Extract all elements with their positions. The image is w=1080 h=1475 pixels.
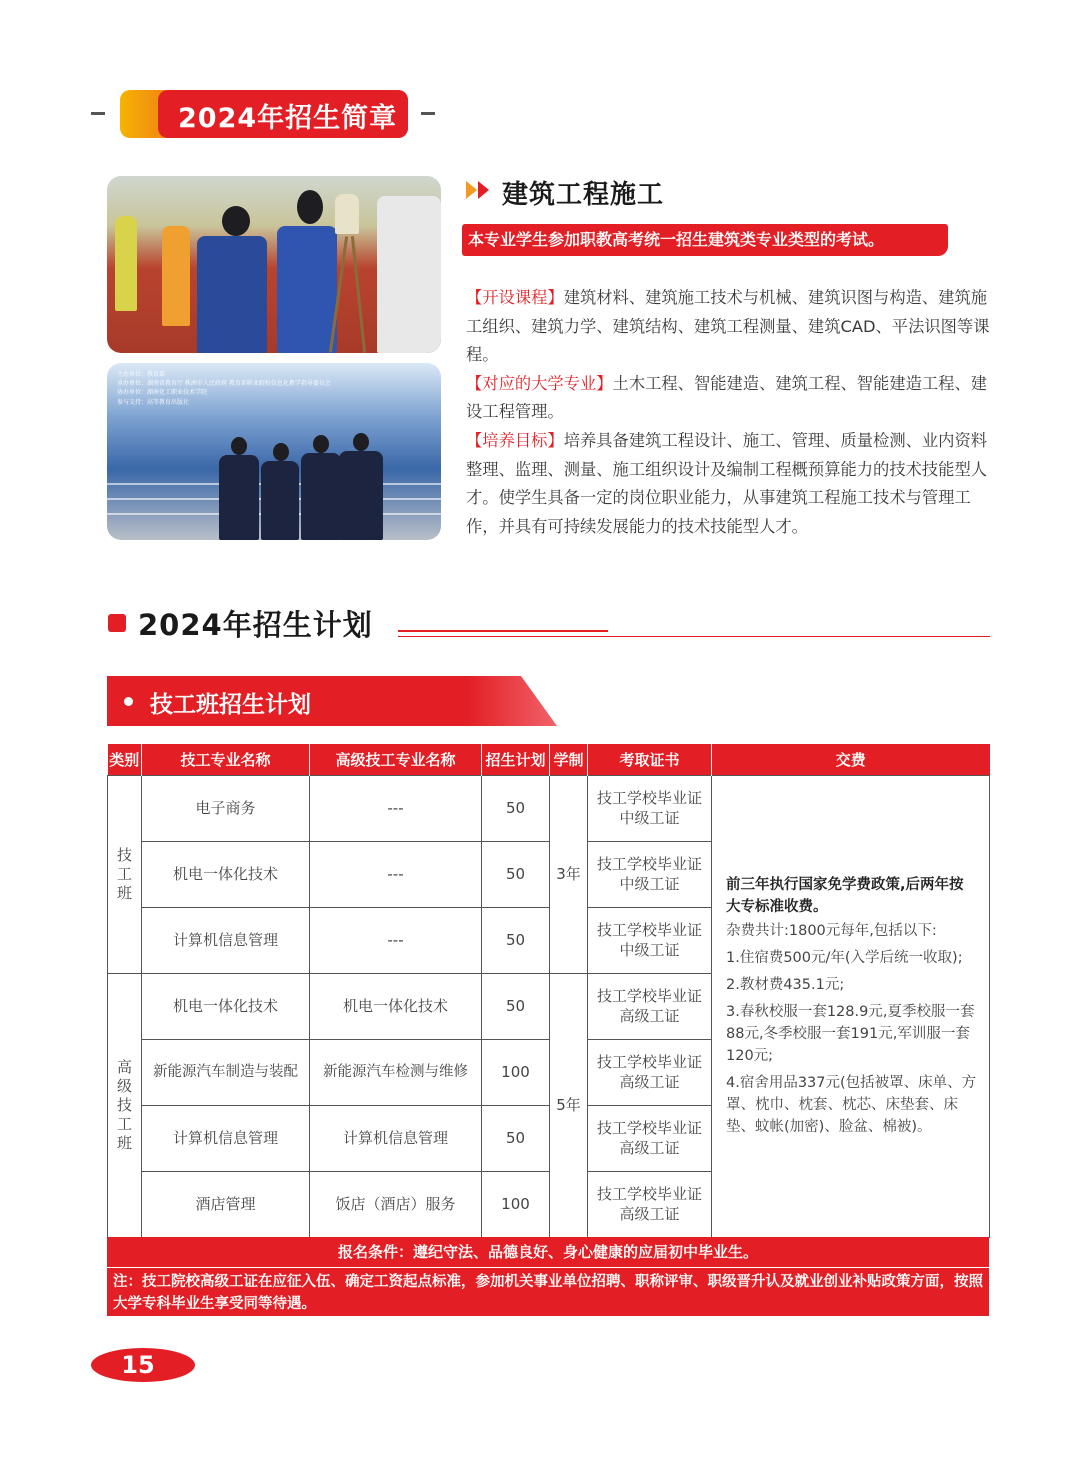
banner-line-4: 参与支持：高等教育出版社 — [117, 399, 190, 406]
section-underline-thick — [398, 630, 608, 632]
footnote: 注：技工院校高级工证在应征入伍、确定工资起点标准，参加机关事业单位招聘、职称评审、职级晋升认及就业创业补贴政策方面，按照大学专科毕业生享受同等待遇。 — [107, 1268, 989, 1316]
quota-cell: 50 — [482, 1105, 550, 1171]
section-square-icon — [108, 614, 126, 632]
category-cell — [108, 775, 142, 973]
duration-cell: 5年 — [550, 973, 588, 1237]
certificate-cell: 技工学校毕业证 高级工证 — [588, 1105, 712, 1171]
university-tag: 【对应的大学专业】 — [466, 373, 613, 393]
advanced-major-cell: 饭店（酒店）服务 — [310, 1171, 482, 1237]
title-arrow-orange-icon — [466, 181, 477, 199]
advanced-major-cell: --- — [310, 907, 482, 973]
major-description — [466, 284, 994, 541]
photo-competition-group — [107, 363, 441, 540]
major-cell: 酒店管理 — [142, 1171, 310, 1237]
fee-intro: 杂费共计:1800元每年,包括以下: — [726, 923, 937, 939]
fee-item: 3.春秋校服一套128.9元,夏季校服一套88元,冬季校服一套191元,军训服一套120元; — [726, 1004, 975, 1064]
quota-cell: 100 — [482, 1039, 550, 1105]
major-cell: 计算机信息管理 — [142, 907, 310, 973]
advanced-major-cell: --- — [310, 775, 482, 841]
quota-cell: 50 — [482, 775, 550, 841]
header-certificate: 考取证书 — [588, 744, 712, 775]
advanced-major-cell: --- — [310, 841, 482, 907]
certificate-cell: 技工学校毕业证 高级工证 — [588, 973, 712, 1039]
duration-cell: 3年 — [550, 775, 588, 973]
section-underline-thin — [398, 636, 990, 637]
banner-line-2: 承办单位：湖南省教育厅 株洲市人民政府 教育部职业院校信息化教学指导委员会 — [117, 380, 331, 387]
photo-surveying-students — [107, 176, 441, 353]
header-duration: 学制 — [550, 744, 588, 775]
advanced-major-cell: 计算机信息管理 — [310, 1105, 482, 1171]
category-cell — [108, 973, 142, 1237]
section-title: 2024年招生计划 — [138, 608, 373, 642]
quota-cell: 50 — [482, 973, 550, 1039]
major-cell: 机电一体化技术 — [142, 973, 310, 1039]
major-cell: 机电一体化技术 — [142, 841, 310, 907]
major-cell: 计算机信息管理 — [142, 1105, 310, 1171]
title-arrow-red-icon — [478, 181, 489, 199]
major-cell: 电子商务 — [142, 775, 310, 841]
header-title: 2024年招生简章 — [178, 103, 398, 134]
university-text: 土木工程、智能建造、建筑工程、智能建造工程、建设工程管理。 — [466, 373, 988, 422]
fee-cell — [712, 775, 990, 1237]
table-header-row — [108, 744, 990, 775]
enrollment-plan-table — [107, 744, 990, 1238]
goal-text: 培养具备建筑工程设计、施工、管理、质量检测、业内资料整理、监理、测量、施工组织设计及编制工程概预算能力的技术技能型人才。使学生具备一定的岗位职业能力，从事建筑工程施工技术与管理工作，并具有可持续发展能力的技术技能型人才。 — [466, 430, 988, 536]
major-cell: 新能源汽车制造与装配 — [142, 1039, 310, 1105]
courses-text: 建筑材料、建筑施工技术与机械、建筑识图与构造、建筑施工组织、建筑力学、建筑结构、建筑工程测量、建筑CAD、平法识图等课程。 — [466, 288, 990, 365]
certificate-cell: 技工学校毕业证 高级工证 — [588, 1039, 712, 1105]
certificate-cell: 技工学校毕业证 中级工证 — [588, 841, 712, 907]
fee-item: 4.宿舍用品337元(包括被罩、床单、方罩、枕巾、枕套、枕芯、床垫套、床垫、蚊帐(加密)、脸盆、棉被)。 — [726, 1075, 977, 1135]
category-label: 高 级 技 工 班 — [116, 1057, 132, 1152]
header-quota: 招生计划 — [482, 744, 550, 775]
certificate-cell: 技工学校毕业证 高级工证 — [588, 1171, 712, 1237]
sub-title: 技工班招生计划 — [150, 692, 311, 718]
page-number: 15 — [91, 1348, 195, 1382]
goal-tag: 【培养目标】 — [466, 430, 564, 450]
fee-item: 1.住宿费500元/年(入学后统一收取); — [726, 950, 963, 966]
quota-cell: 50 — [482, 841, 550, 907]
quota-cell: 50 — [482, 907, 550, 973]
header-category: 类别 — [108, 744, 142, 775]
header-advanced-major: 高级技工专业名称 — [310, 744, 482, 775]
banner-line-3: 协办单位：湖南化工职业技术学院 — [117, 389, 208, 396]
major-title: 建筑工程施工 — [502, 180, 665, 210]
bullet-dot-icon — [124, 697, 133, 706]
enrollment-condition: 报名条件：遵纪守法、品德良好、身心健康的应届初中毕业生。 — [107, 1237, 989, 1267]
table-row — [108, 775, 990, 841]
certificate-cell: 技工学校毕业证 中级工证 — [588, 775, 712, 841]
fee-item: 2.教材费435.1元; — [726, 977, 845, 993]
major-exam-notice: 本专业学生参加职教高考统一招生建筑类专业类型的考试。 — [462, 224, 948, 256]
header-dash-left — [91, 112, 105, 115]
quota-cell: 100 — [482, 1171, 550, 1237]
header-dash-right — [421, 112, 435, 115]
banner-line-1: 主办单位：教育部 — [117, 371, 166, 378]
certificate-cell: 技工学校毕业证 中级工证 — [588, 907, 712, 973]
fee-policy: 前三年执行国家免学费政策,后两年按大专标准收费。 — [726, 877, 964, 915]
advanced-major-cell: 机电一体化技术 — [310, 973, 482, 1039]
header-fee: 交费 — [712, 744, 990, 775]
category-label: 技 工 班 — [116, 845, 132, 902]
courses-tag: 【开设课程】 — [466, 288, 564, 307]
advanced-major-cell: 新能源汽车检测与维修 — [310, 1039, 482, 1105]
header-major: 技工专业名称 — [142, 744, 310, 775]
